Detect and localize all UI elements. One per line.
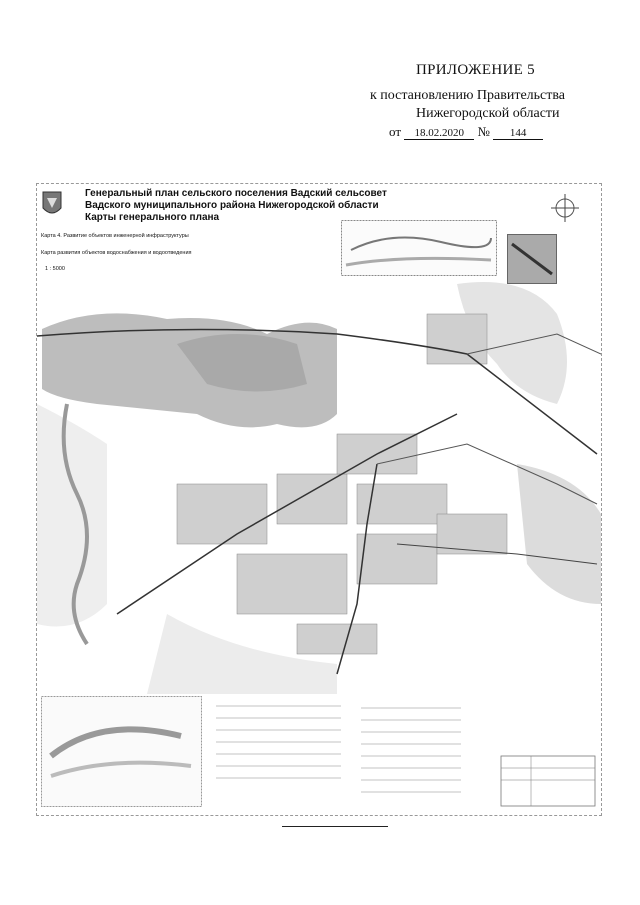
map-title-line1: Генеральный план сельского поселения Вадский сельсовет xyxy=(85,188,387,199)
date-number-line xyxy=(389,124,640,140)
appendix-number: ПРИЛОЖЕНИЕ 5 xyxy=(416,62,535,78)
map-title-line2: Вадского муниципального района Нижегородской области xyxy=(85,200,379,211)
map-sheet xyxy=(36,183,602,816)
map-scale: 1 : 5000 xyxy=(45,266,65,272)
map-title-line3: Карты генерального плана xyxy=(85,212,220,223)
decree-number: 144 xyxy=(493,127,543,140)
decree-date: 18.02.2020 xyxy=(404,127,474,140)
main-map xyxy=(37,184,601,694)
from-label: от xyxy=(389,124,402,139)
map-subtitle-1: Карта 4. Развитие объектов инженерной инфраструктуры xyxy=(41,233,189,239)
number-label: № xyxy=(477,124,490,139)
decree-line: к постановлению Правительства xyxy=(370,88,566,103)
map-subtitle-2: Карта развития объектов водоснабжения и водоотведения xyxy=(41,250,192,256)
signature-line xyxy=(282,826,388,827)
legend-area xyxy=(41,696,597,814)
region-line: Нижегородской области xyxy=(416,106,560,121)
